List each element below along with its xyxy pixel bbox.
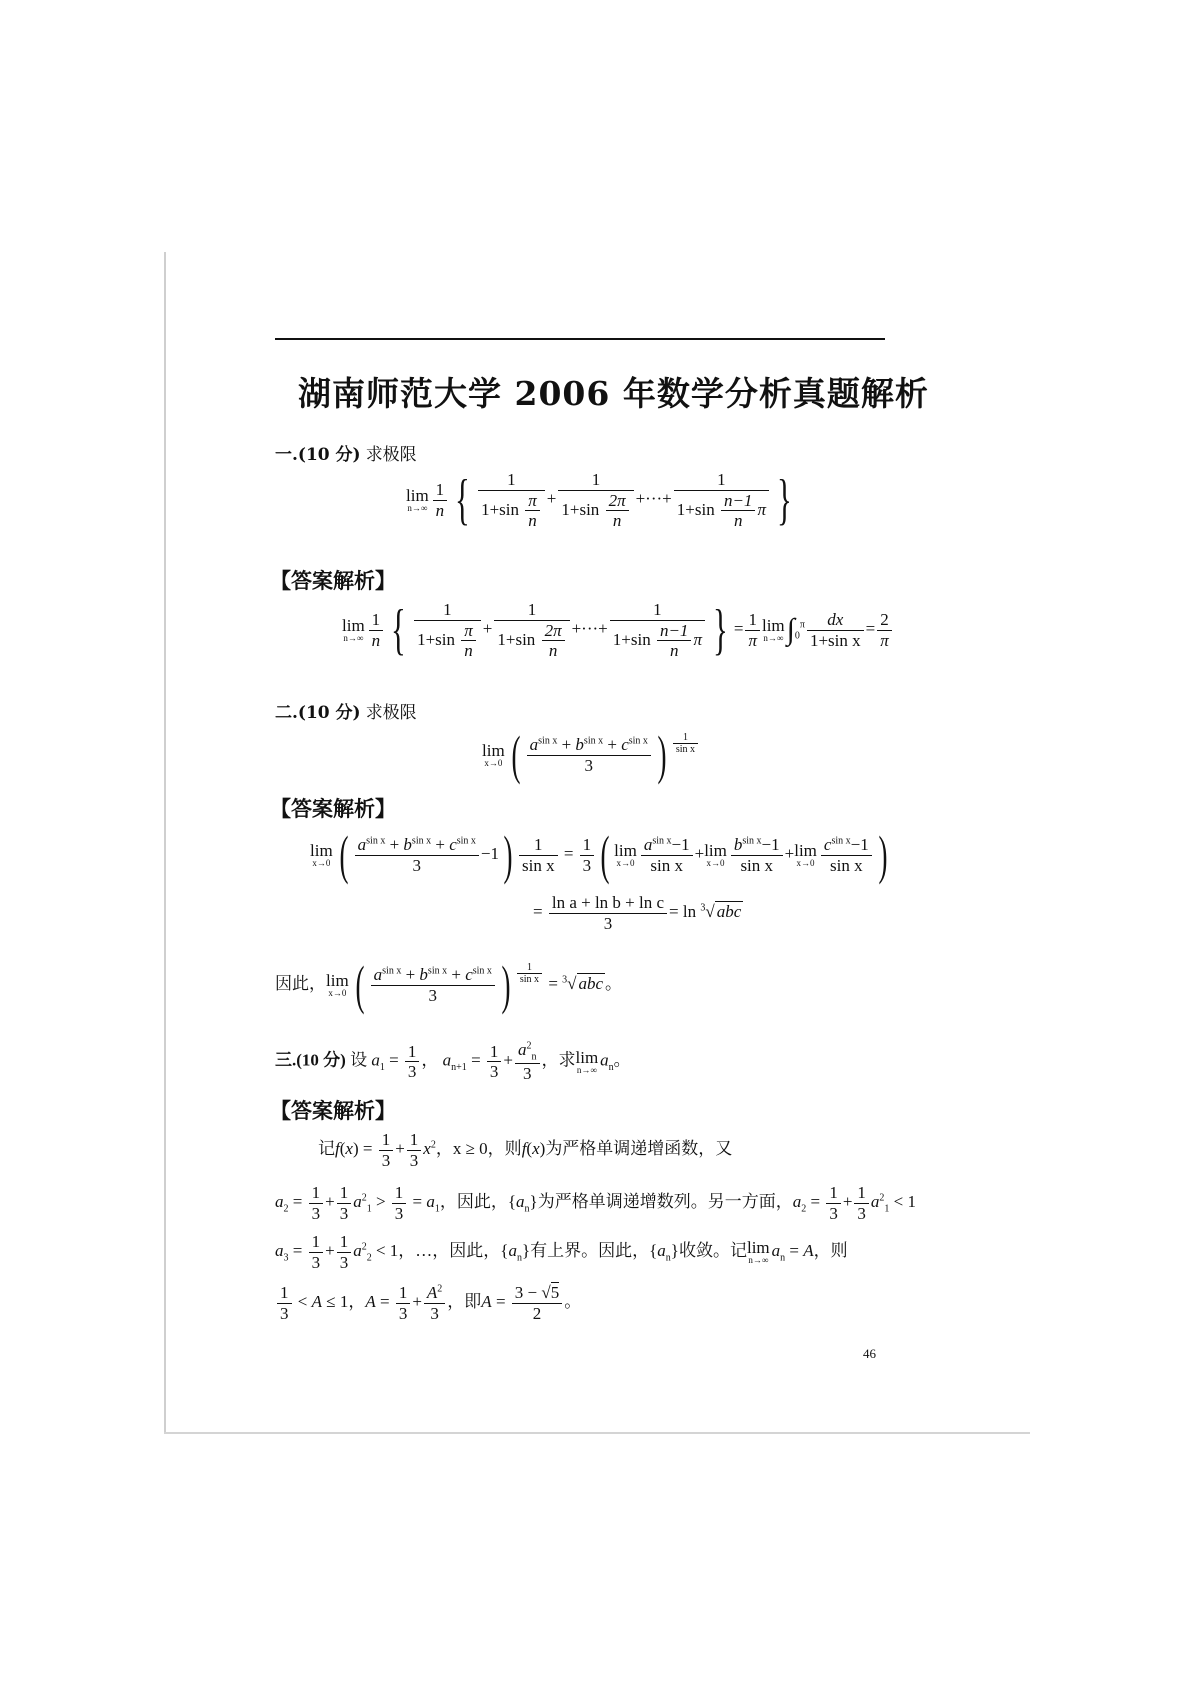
- question-3-header: 三.(10 分) 设 $a_1$ = $\frac{1}{3}$ ， $a_{n+1}$ = $\frac{1}{3}$ + $\frac{a^2_n}{3}$ ，求 lim n→∞ $a_n$。: [275, 1040, 631, 1083]
- question-1-prompt: 求极限: [365, 445, 417, 465]
- one-over-sinx: $\frac{1}{\text{sin x}}$: [519, 835, 558, 875]
- limit-a: lim x→0: [614, 841, 637, 868]
- result-two-over-pi: $\frac{2}{\pi}$: [877, 610, 892, 650]
- term-n-minus-1: 1 1+sin $\frac{n-1}{n}$ π: [610, 600, 705, 661]
- log-sum-fraction: $\frac{\text{ln a + ln b + ln c}}{3}$: [549, 893, 667, 933]
- right-brace: }: [713, 599, 728, 662]
- answer-2-expression-line-1: lim x→0 ( $\frac{a^{sin x} + b^{sin x} + c^{sin x}}{3}$ −1) $\frac{1}{\text{sin x}}$ = $\frac{1}{3}$ ( lim x→0 $\frac{a^{sin x}-1}{\text{sin x}}$ + lim x→0 $\frac{b^{sin x}-1}{\text{sin x}}$ + lim x→0 $\frac{c^{sin x}-1}{\text{sin x}}$ ): [310, 825, 888, 885]
- term-c: $\frac{c^{sin x}-1}{\text{sin x}}$: [821, 835, 872, 875]
- integral-sign: ∫: [786, 613, 795, 647]
- question-2-label: 二.(10 分): [275, 703, 361, 723]
- mean-fraction: $\frac{a^{sin x} + b^{sin x} + c^{sin x}}{3}$: [527, 735, 651, 775]
- limit-operator: lim x→0: [310, 841, 333, 868]
- integrand: $\frac{dx}{\text{1+sin x}}$: [807, 610, 864, 650]
- question-3-label: 三.(10 分): [275, 1050, 346, 1070]
- question-2-header: [275, 698, 417, 723]
- answer-1-expression: lim n→∞ $\frac{1}{n}$ { 1 1+sin $\frac{\pi}{n}$ + 1 1+sin $\frac{2\pi}{n}$ +···+ 1 1+sin $\frac{n-1}{n}$ π } = $\frac{1}{\pi}$ lim n→∞ $\int_0^\pi$ $\frac{dx}{\text{1+sin x}}$ = $\frac{2}{\pi}$: [342, 600, 894, 661]
- cube-root-abc: $^3$√ abc: [700, 901, 742, 921]
- limit-operator: lim n→∞: [406, 486, 429, 514]
- question-1-expression: lim n→∞ $\frac{1}{n}$ { 1 1+sin $\frac{\pi}{n}$ + 1 1+sin $\frac{2\pi}{n}$ +···+ 1 1+sin $\frac{n-1}{n}$ π }: [406, 469, 792, 532]
- scan-bottom-border: [164, 1432, 1030, 1434]
- term-1: 1 1+sin $\frac{\pi}{n}$: [478, 470, 545, 531]
- term-2: 1 1+sin $\frac{2\pi}{n}$: [558, 470, 633, 531]
- left-brace: {: [455, 469, 471, 532]
- answer-heading-1: 【答案解析】: [270, 568, 396, 593]
- exponent: $\frac{1}{\text{sin x}}$: [517, 962, 542, 986]
- term-1: 1 1+sin $\frac{\pi}{n}$: [414, 600, 481, 661]
- scan-left-border: [164, 252, 166, 1432]
- limit-operator-2: lim n→∞: [761, 616, 785, 644]
- limit-b: lim x→0: [704, 841, 727, 868]
- fraction-one-over-pi: $\frac{1}{\pi}$: [745, 610, 760, 650]
- limit-operator: lim x→0: [326, 971, 349, 998]
- top-rule: [275, 338, 885, 340]
- question-1-header: [275, 440, 417, 465]
- answer-heading-2: 【答案解析】: [270, 796, 396, 821]
- fraction-one-over-n: $\frac{1}{n}$: [369, 610, 384, 650]
- answer-heading-3: 【答案解析】: [270, 1098, 396, 1123]
- question-2-expression: lim x→0 ( $\frac{a^{sin x} + b^{sin x} + c^{sin x}}{3}$ ) $\frac{1}{\text{sin x}}$: [482, 728, 700, 782]
- term-a: $\frac{a^{sin x}-1}{\text{sin x}}$: [641, 835, 693, 875]
- term-n-minus-1: 1 1+sin $\frac{n-1}{n}$ π: [674, 470, 769, 531]
- exponent-one-over-sinx: $\frac{1}{\text{sin x}}$: [673, 732, 698, 756]
- one-third: $\frac{1}{3}$: [580, 835, 595, 875]
- mean-fraction: $\frac{a^{sin x} + b^{sin x} + c^{sin x}}{3}$: [355, 835, 479, 875]
- question-2-prompt: 求极限: [365, 703, 417, 723]
- cube-root-abc: $^3$√ abc: [562, 973, 604, 993]
- page-number: 46: [863, 1346, 876, 1361]
- limit-operator: lim n→∞: [746, 1238, 770, 1266]
- question-1-label: 一.(10 分): [275, 445, 361, 465]
- left-brace: {: [391, 599, 407, 662]
- limit-operator: lim x→0: [482, 741, 505, 768]
- answer-3-line-1: 记f(x) = $\frac{1}{3}$ + $\frac{1}{3}$ $x^2$，x ≥ 0，则f(x)为严格单调递增函数，又: [318, 1130, 733, 1170]
- document-title: 湖南师范大学 2006 年数学分析真题解析: [298, 374, 929, 413]
- limit-operator: lim n→∞: [342, 616, 365, 644]
- mean-fraction: $\frac{a^{sin x} + b^{sin x} + c^{sin x}}{3}$: [371, 965, 495, 1005]
- fraction-one-over-n: $\frac{1}{n}$: [433, 480, 448, 520]
- term-b: $\frac{b^{sin x}-1}{\text{sin x}}$: [731, 835, 783, 875]
- term-2: 1 1+sin $\frac{2\pi}{n}$: [494, 600, 569, 661]
- answer-2-conclusion: 因此， lim x→0 ( $\frac{a^{sin x} + b^{sin x} + c^{sin x}}{3}$ ) $\frac{1}{\text{sin x}}$ = $^3$√ abc 。: [275, 955, 623, 1015]
- right-brace: }: [777, 469, 792, 532]
- answer-2-expression-line-2: = $\frac{\text{ln a + ln b + ln c}}{3}$ = ln $^3$√ abc: [533, 893, 742, 933]
- limit-operator: lim n→∞: [575, 1047, 599, 1075]
- answer-3-line-4: $\frac{1}{3}$ < A ≤ 1，A = $\frac{1}{3}$ + $\frac{A^2}{3}$ ，即A = $\frac{3 - √5}{2}$ 。: [275, 1283, 581, 1323]
- answer-3-line-3: $a_3$ = $\frac{1}{3}$ + $\frac{1}{3}$ $a^2_2 < 1$，…，因此，$\{a_n\}$有上界。因此，$\{a_n\}$收敛。记 lim n→∞ $a_n = A$，则: [275, 1232, 848, 1272]
- answer-3-line-2: $a_2$ = $\frac{1}{3}$ + $\frac{1}{3}$ $a^2_1$ > $\frac{1}{3}$ = $a_1$，因此，$\{a_n\}$为严格单调递增数列。另一方面，$a_2$ = $\frac{1}{3}$ + $\frac{1}{3}$ $a^2_1 < 1$: [275, 1183, 916, 1223]
- limit-c: lim x→0: [794, 841, 817, 868]
